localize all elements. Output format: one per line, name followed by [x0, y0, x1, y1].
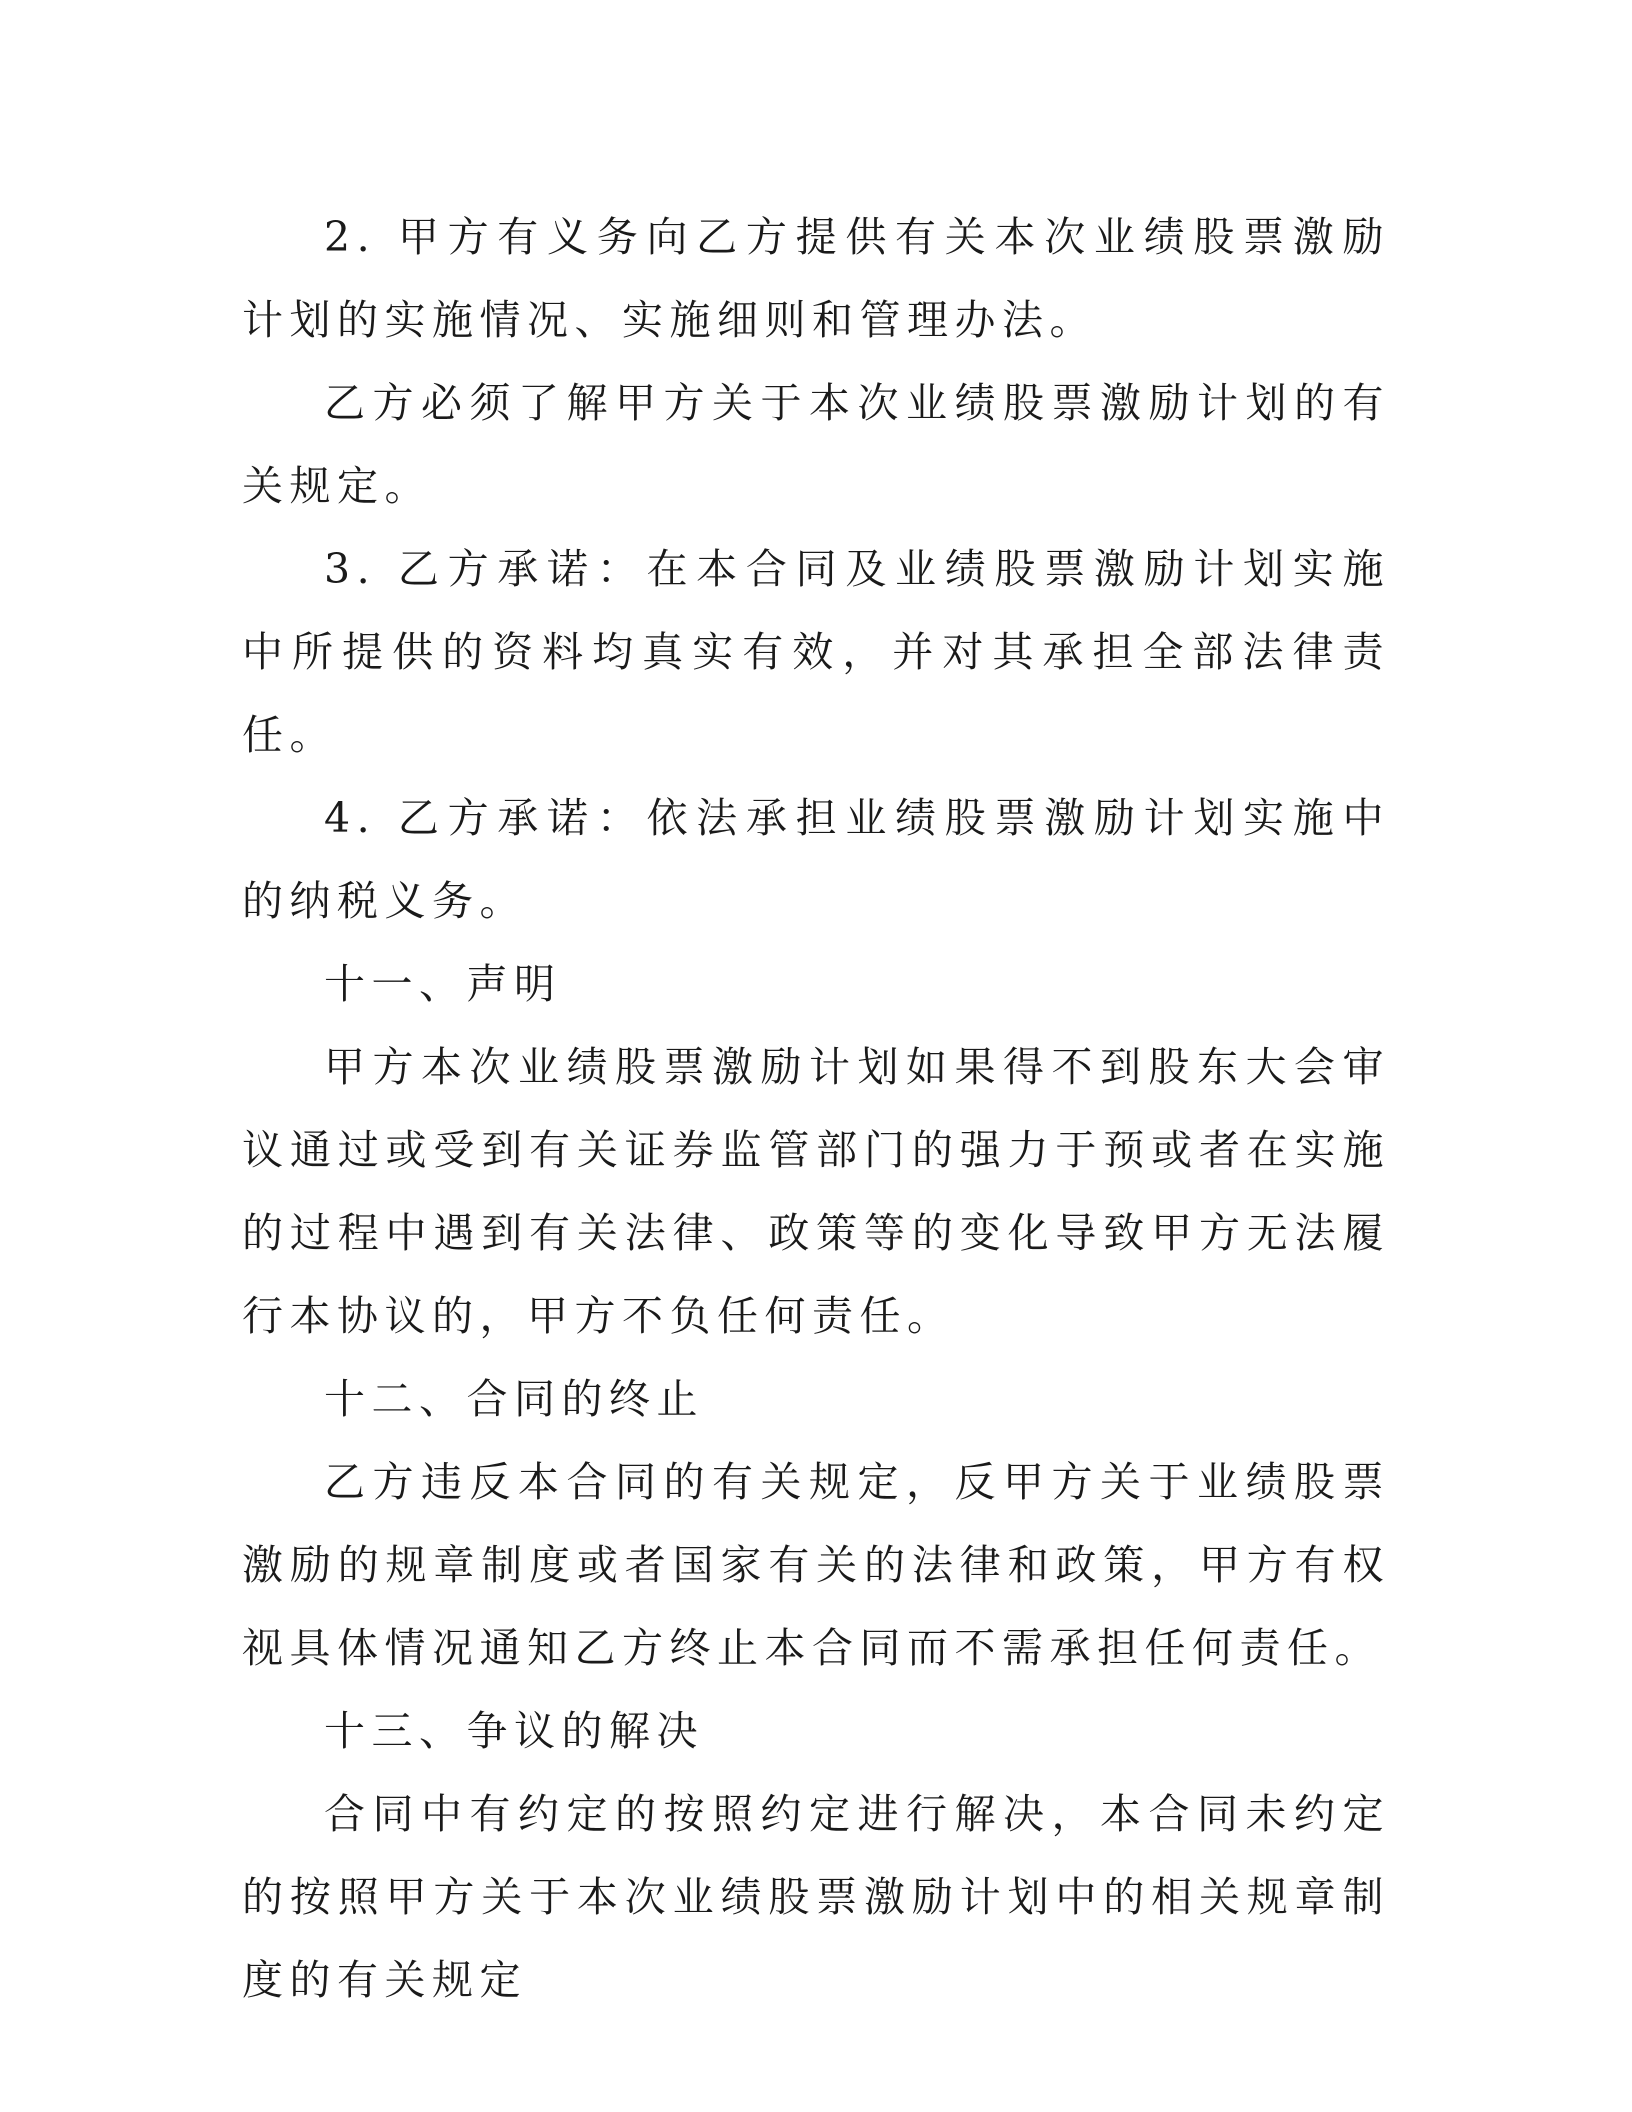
party-b-understanding: 乙方必须了解甲方关于本次业绩股票激励计划的有关规定。: [242, 379, 1390, 510]
clause-4-commitment: 4. 乙方承诺：依法承担业绩股票激励计划实施中的纳税义务。: [242, 794, 1390, 925]
clause-2-obligation: 2. 甲方有义务向乙方提供有关本次业绩股票激励计划的实施情况、实施细则和管理办法。: [242, 213, 1390, 344]
section-12-body: 乙方违反本合同的有关规定，反甲方关于业绩股票激励的规章制度或者国家有关的法律和政策，甲方有权视具体情况通知乙方终止本合同而不需承担任何责任。: [242, 1458, 1390, 1672]
section-13-heading: 十三、争议的解决: [324, 1707, 704, 1755]
document-body: [242, 196, 1390, 2022]
section-11-body: 甲方本次业绩股票激励计划如果得不到股东大会审议通过或受到有关证券监管部门的强力于预或者在实施的过程中遇到有关法律、政策等的变化导致甲方无法履行本协议的，甲方不负任何责任。: [242, 1043, 1390, 1340]
section-11-heading: 十一、声明: [324, 960, 562, 1008]
section-13-body: 合同中有约定的按照约定进行解决，本合同未约定的按照甲方关于本次业绩股票激励计划中的相关规章制度的有关规定: [242, 1790, 1390, 2004]
clause-3-commitment: 3. 乙方承诺：在本合同及业绩股票激励计划实施中所提供的资料均真实有效，并对其承担全部法律责任。: [242, 545, 1390, 759]
section-12-heading: 十二、合同的终止: [324, 1375, 704, 1423]
